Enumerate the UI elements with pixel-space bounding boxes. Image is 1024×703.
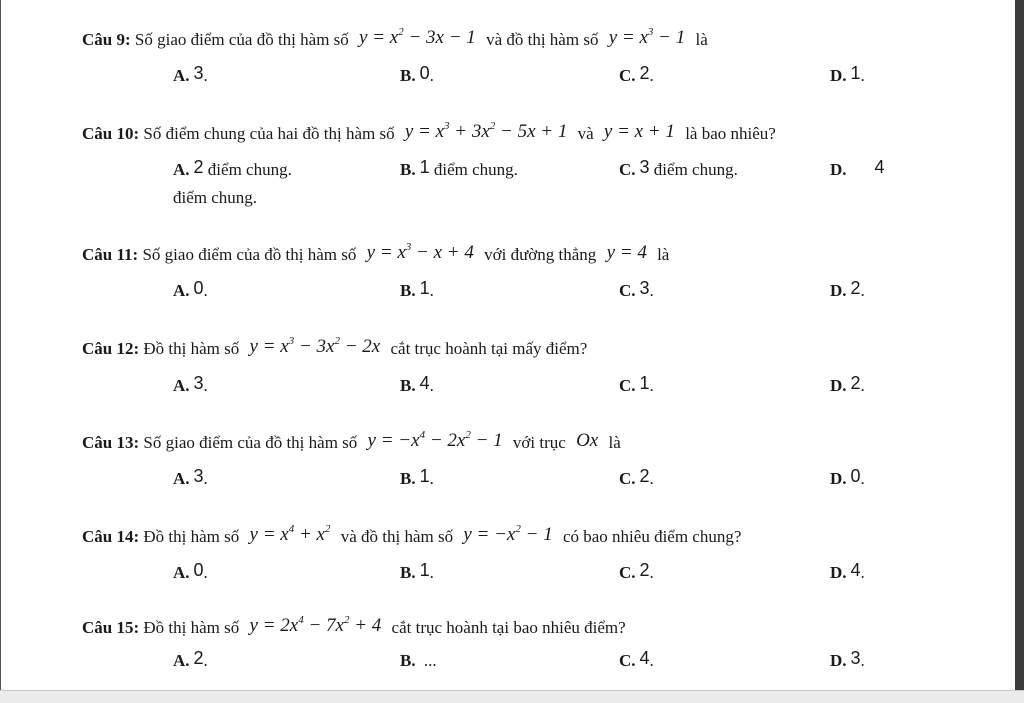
formula: $y = x^4 + x^2$	[249, 523, 331, 545]
question-text: với trục	[512, 433, 566, 452]
option-d: D. 2.	[830, 278, 865, 300]
question-label: Câu 9:	[82, 30, 131, 49]
option-d: D. 2.	[830, 373, 865, 395]
option-b: B. 1 điểm chung.	[400, 157, 518, 179]
question-text: Số giao điểm của đồ thị hàm số	[143, 433, 358, 452]
option-d: D. 1.	[830, 63, 865, 85]
option-a: A. 0.	[173, 560, 208, 582]
formula: Ox	[576, 430, 599, 451]
formula: $y = x^3 - 1$	[608, 26, 686, 48]
question-12	[82, 336, 587, 359]
option-b: B. 1.	[400, 278, 434, 300]
option-a: A. 3.	[173, 63, 208, 85]
question-text: Số giao điểm của đồ thị hàm số	[142, 245, 357, 264]
option-a: A. 3.	[173, 466, 208, 488]
formula: $y = -x^4 - 2x^2 - 1$	[367, 429, 503, 451]
option-a: A. 2 điểm chung.	[173, 157, 292, 179]
question-text: là	[608, 433, 621, 452]
question-15	[82, 615, 626, 638]
question-text: Số giao điểm của đồ thị hàm số	[134, 30, 349, 49]
formula: $y = x^3 - x + 4$	[366, 241, 474, 263]
question-text: có bao nhiêu điểm chung?	[562, 527, 742, 546]
question-text: Đồ thị hàm số	[143, 618, 240, 637]
question-14	[82, 524, 741, 547]
option-d: D. 4	[830, 157, 885, 179]
question-13	[82, 430, 621, 453]
option-d: D. 3.	[830, 648, 865, 670]
question-text: Đồ thị hàm số	[143, 527, 240, 546]
question-10	[82, 121, 776, 144]
option-a: A. 3.	[173, 373, 208, 395]
question-text: và	[577, 124, 594, 143]
formula: $y = x^2 - 3x - 1$	[359, 26, 476, 48]
question-label: Câu 13:	[82, 433, 140, 452]
option-a: A. 0.	[173, 278, 208, 300]
option-d: D. 4.	[830, 560, 865, 582]
formula: y = 4	[606, 242, 647, 263]
question-label: Câu 15:	[82, 618, 140, 637]
question-text: là	[657, 245, 670, 264]
question-label: Câu 12:	[82, 339, 140, 358]
formula: $y = x^3 - 3x^2 - 2x$	[249, 335, 381, 357]
page-border-left	[0, 0, 1, 690]
option-b: B. 1.	[400, 560, 434, 582]
option-a: A. 2.	[173, 648, 208, 670]
question-text: là	[695, 30, 708, 49]
option-c: C. 2.	[619, 63, 654, 85]
option-b: B. 1.	[400, 466, 434, 488]
option-c: C. 2.	[619, 466, 654, 488]
question-text: là bao nhiêu?	[685, 124, 776, 143]
option-b: B. ...	[400, 651, 437, 670]
question-label: Câu 14:	[82, 527, 140, 546]
question-label: Câu 10:	[82, 124, 140, 143]
question-text: và đồ thị hàm số	[486, 30, 599, 49]
question-text: cắt trục hoành tại mấy điểm?	[390, 339, 588, 358]
option-b: B. 0.	[400, 63, 434, 85]
formula: $y = x^3 + 3x^2 - 5x + 1$	[404, 120, 568, 142]
formula: $y = -x^2 - 1$	[463, 523, 553, 545]
formula: $y = 2x^4 - 7x^2 + 4$	[249, 614, 382, 636]
question-11	[82, 242, 669, 265]
option-c: C. 2.	[619, 560, 654, 582]
question-text: cắt trục hoành tại bao nhiêu điểm?	[391, 618, 626, 637]
question-text: Đồ thị hàm số	[143, 339, 240, 358]
option-c: C. 3.	[619, 278, 654, 300]
formula: y = x + 1	[603, 121, 675, 142]
question-9	[82, 27, 708, 50]
horizontal-scrollbar[interactable]	[0, 690, 1024, 703]
question-text: và đồ thị hàm số	[340, 527, 454, 546]
window-edge-right	[1015, 0, 1024, 703]
option-c: C. 4.	[619, 648, 654, 670]
question-label: Câu 11:	[82, 245, 139, 264]
question-text: với đường thẳng	[484, 245, 597, 264]
option-c: C. 3 điểm chung.	[619, 157, 738, 179]
question-text: Số điểm chung của hai đồ thị hàm số	[143, 124, 395, 143]
option-continuation: điểm chung.	[173, 188, 258, 207]
option-b: B. 4.	[400, 373, 434, 395]
option-d: D. 0.	[830, 466, 865, 488]
option-c: C. 1.	[619, 373, 654, 395]
